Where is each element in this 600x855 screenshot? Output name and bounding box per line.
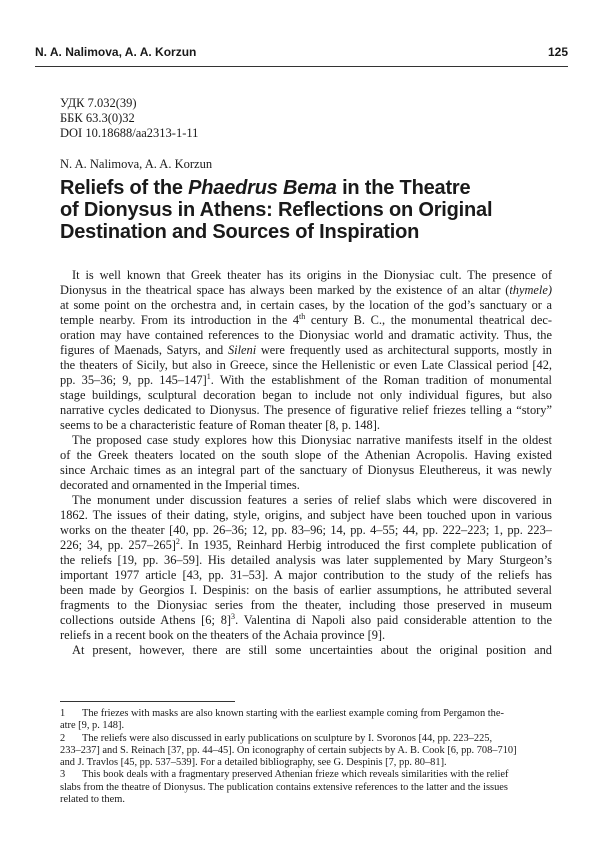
body-line: narrative cycles dedicated to Dionysus. The presence of figurative relief friezes telling a “story” — [60, 403, 552, 417]
footnote-3: 3 This book deals with a fragmentary preserved Athenian frieze which reveals similarities with the relief — [60, 769, 509, 781]
running-head — [35, 44, 568, 60]
body-line: stage buildings, sculptural decoration began to include not only individual figures, but also — [60, 388, 552, 402]
bbk-code: ББК 63.3(0)32 — [60, 111, 135, 125]
body-line: been made by Georgios I. Despinis: on the basis of earlier assumptions, he attributed several — [60, 583, 552, 597]
body-line: works on the theater [40, pp. 26–36; 12, pp. 83–96; 14, pp. 4–55; 44, pp. 222–223; 1, pp. 223– — [60, 523, 552, 537]
footnote-1: 1 The friezes with masks are also known starting with the earliest example coming from Pergamon the- — [60, 708, 504, 719]
title-line-2: of Dionysus in Athens: Reflections on Original — [60, 199, 493, 221]
body-line: The monument under discussion features a series of relief slabs which were discovered in — [72, 493, 552, 507]
udk-code: УДК 7.032(39) — [60, 96, 137, 110]
body-line: decorated and ornamented in the Imperial times. — [60, 478, 300, 492]
author-byline: N. A. Nalimova, A. A. Korzun — [60, 157, 213, 171]
classification-codes — [60, 96, 198, 141]
body-line: the reliefs [19, pp. 36–59]. His detailed analysis was later supplemented by Mary Sturgeon’s — [60, 553, 552, 567]
title-italic: Phaedrus Bema — [188, 177, 337, 199]
body-line: oration may have contained references to the Dionysiac world and dramatic activity. Thus, the — [60, 328, 552, 342]
body-line: at some point on the orchestra and, in certain cases, by the location of the god’s sanctuary or a — [60, 298, 552, 312]
title-line-3: Destination and Sources of Inspiration — [60, 221, 420, 243]
body-line: 1862. The issues of their dating, style, origins, and subject have been touched upon in various — [60, 508, 552, 522]
page-number: 125 — [547, 45, 568, 59]
footnotes: 1 The friezes with masks are also known starting with the earliest example coming from Pergamon the- atre [9, p. 148]. 2 The reliefs were also discussed in early publications on sculpture by I. Svoronos [44, pp. 223–225, 233–237] and S. Reinach [37, pp. 44–45]. On iconography of certain subjects by A. B. Cook [6, pp. 708–710] and J. Travlos [45, pp. 537–539]. For a detailed bibliography, see G. Despinis [7, pp. 80–81]. 3 This book deals with a fragmentary preserved Athenian frieze which reveals similarities with the relief slabs from the theatre of Dionysus. The publication contains extensive references to the latter and the issues related to them. — [60, 708, 552, 806]
footnote-divider — [60, 701, 235, 702]
running-head-authors: N. A. Nalimova, A. A. Korzun — [35, 45, 197, 59]
body-line: collections outside Athens [6; 8]$^3$. Valentina di Napoli also paid considerable attention to the — [60, 611, 552, 627]
body-line: important 1977 article [43, pp. 31–53]. A major contribution to the study of the reliefs has — [60, 568, 552, 582]
body-line: Dionysus in the theatrical space has always been marked by the existence of an altar (thymele) — [60, 283, 552, 297]
body-line: temple nearby. From its introduction in the 4th century B. C., the monumental theatrical dec- — [60, 311, 552, 327]
body-line: reliefs in a recent book on the theaters of the Achaia province [9]. — [60, 628, 386, 642]
footnote-2: 2 The reliefs were also discussed in early publications on sculpture by I. Svoronos [44, pp. 223–225, — [60, 732, 493, 744]
footnote-number: 1 — [60, 708, 66, 719]
body-line: of the Greek theaters located on the south slope of the Athenian Acropolis. Having existed — [60, 448, 552, 462]
footnote-number: 2 — [60, 732, 66, 744]
body-line: the theaters of Sicily, but also in Greece, since the Hellenistic or even Late Classical period [42, — [60, 358, 552, 372]
body-line: 226; 34, pp. 257–265]$^2$. In 1935, Reinhard Herbig introduced the first complete publication of — [60, 536, 553, 552]
body-line: figures of Maenads, Satyrs, and Sileni were frequently used as architectural supports, mostly in — [60, 343, 553, 357]
footnote-ref: 2 — [175, 536, 180, 546]
title-line-1: Reliefs of the Phaedrus Bema in the Theatre — [60, 177, 471, 199]
body-line: pp. 35–36; 9, pp. 145–147]$^1$. With the establishment of the Roman tradition of monumental — [60, 371, 552, 387]
article-title — [60, 177, 560, 243]
footnote-ref: 1 — [206, 371, 211, 381]
header-divider — [35, 66, 568, 67]
body-line: At present, however, there are still some uncertainties about the original position and — [72, 643, 552, 657]
body-line: since Archaic times as an integral part of the sanctuary of Dionysus Eleuthereus, it was newly — [60, 463, 552, 477]
footnote-number: 3 — [60, 769, 66, 781]
body-line: The proposed case study explores how this Dionysiac narrative manifests itself in the oldest — [72, 433, 552, 447]
article-body — [60, 268, 552, 658]
footnote-ref: 3 — [231, 611, 236, 621]
body-line: It is well known that Greek theater has its origins in the Dionysiac cult. The presence of — [72, 268, 552, 282]
body-line: fragments to the Dionysiac series from the theater, including those preserved in museum — [60, 598, 552, 612]
body-line: seems to be a characteristic feature of Roman theater [8, p. 148]. — [60, 418, 380, 432]
doi-code: DOI 10.18688/aa2313-1-11 — [60, 126, 199, 140]
